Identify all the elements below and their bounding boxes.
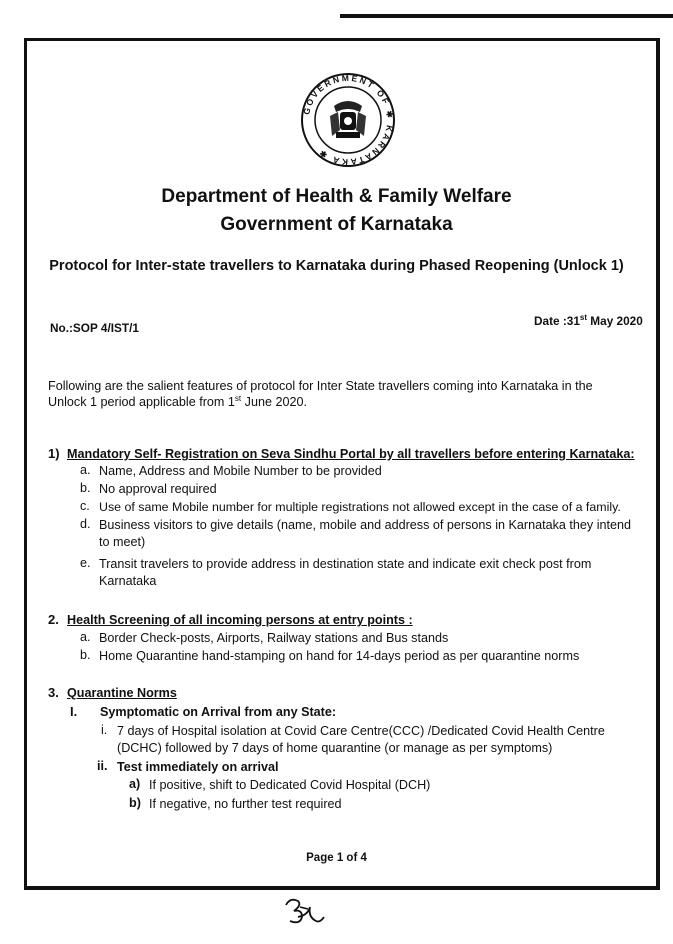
department-heading: Department of Health & Family Welfare <box>161 186 512 207</box>
intro-line-2: Unlock 1 period applicable from 1st June 2020. <box>48 394 307 409</box>
section-1-item-e-marker: e. <box>80 556 91 570</box>
section-3-item-ii-heading: Test immediately on arrival <box>117 760 279 774</box>
section-2-item-a: Border Check-posts, Airports, Railway stations and Bus stands <box>99 631 449 645</box>
section-3-item-i-line-1: 7 days of Hospital isolation at Covid Care Centre(CCC) /Dedicated Covid Health Centre <box>117 724 605 738</box>
section-3-item-ii-b: If negative, no further test required <box>149 797 342 811</box>
section-2-number: 2. <box>48 612 59 627</box>
section-1-item-d-marker: d. <box>80 517 91 531</box>
section-2-item-b: Home Quarantine hand-stamping on hand for 14-days period as per quarantine norms <box>99 649 580 663</box>
document-number: No.:SOP 4/IST/1 <box>50 321 139 335</box>
section-3-item-ii-a-marker: a) <box>129 777 141 791</box>
section-3-item-ii-a: If positive, shift to Dedicated Covid Hospital (DCH) <box>149 778 431 792</box>
section-3-item-ii-marker: ii. <box>97 759 108 773</box>
section-2-item-a-marker: a. <box>80 630 91 644</box>
section-2-heading: Health Screening of all incoming persons at entry points : <box>67 613 413 627</box>
intro-line-1: Following are the salient features of protocol for Inter State travellers coming into Karnataka in the <box>48 379 593 393</box>
section-1-number: 1) <box>48 446 60 461</box>
section-1-item-a-marker: a. <box>80 463 91 477</box>
section-1-item-c: Use of same Mobile number for multiple registrations not allowed except in the case of a family. <box>99 500 621 514</box>
government-of-karnataka-seal <box>300 72 396 168</box>
document-date: Date :31st May 2020 <box>534 313 643 328</box>
section-3-sub-I-heading: Symptomatic on Arrival from any State: <box>100 705 337 719</box>
page-number: Page 1 of 4 <box>306 852 367 864</box>
section-1-item-e-line-1: Transit travelers to provide address in destination state and indicate exit check post from <box>99 557 592 571</box>
section-3-heading: Quarantine Norms <box>67 686 177 700</box>
section-1-item-e-line-2: Karnataka <box>99 574 157 588</box>
section-2-item-b-marker: b. <box>80 648 91 662</box>
government-heading: Government of Karnataka <box>220 214 453 235</box>
document-title: Protocol for Inter-state travellers to Karnataka during Phased Reopening (Unlock 1) <box>49 258 624 274</box>
handwritten-initial-mark <box>280 895 326 929</box>
section-3-number: 3. <box>48 685 59 700</box>
section-1-item-a: Name, Address and Mobile Number to be provided <box>99 464 382 478</box>
section-1-item-c-marker: c. <box>80 499 90 513</box>
section-1-heading: Mandatory Self- Registration on Seva Sindhu Portal by all travellers before entering Karnataka: <box>67 447 635 461</box>
section-3-sub-I-marker: I. <box>70 704 78 719</box>
section-1-item-b: No approval required <box>99 482 217 496</box>
section-3-item-ii-b-marker: b) <box>129 796 141 810</box>
section-1-item-d-line-2: to meet) <box>99 535 146 549</box>
section-3-item-i-line-2: (DCHC) followed by 7 days of home quarantine (or manage as per symptoms) <box>117 741 553 755</box>
section-1-item-d-line-1: Business visitors to give details (name, mobile and address of persons in Karnataka they intend <box>99 518 632 532</box>
section-1-item-b-marker: b. <box>80 481 91 495</box>
section-3-item-i-marker: i. <box>101 723 108 737</box>
svg-text:GOVERNMENT OF ✱ KARNATAKA ✱: GOVERNMENT OF ✱ KARNATAKA ✱ <box>301 72 396 168</box>
